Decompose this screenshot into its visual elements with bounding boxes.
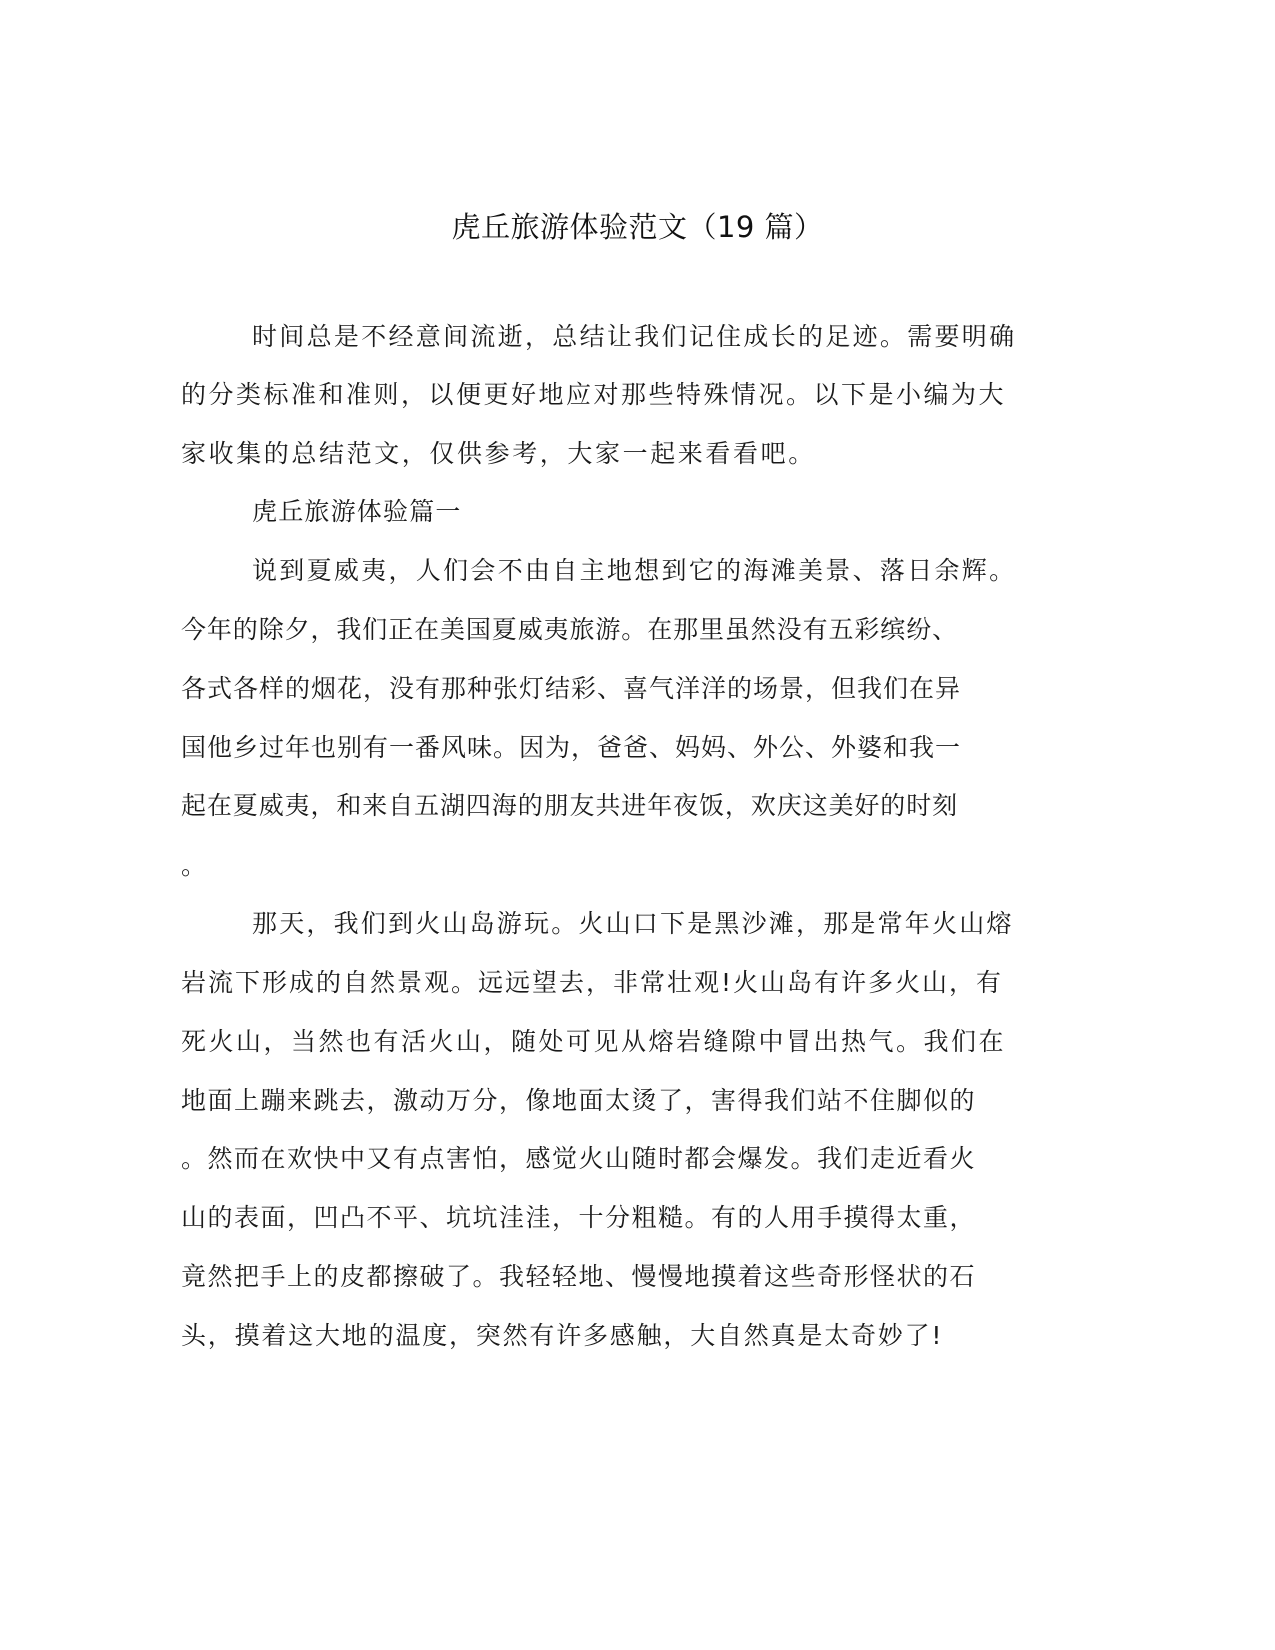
text-line: 各式各样的烟花，没有那种张灯结彩、喜气洋洋的场景，但我们在异 — [181, 674, 962, 703]
text-line: 的分类标准和准则，以便更好地应对那些特殊情况。以下是小编为大 — [181, 380, 1007, 409]
text-line: 那天，我们到火山岛游玩。火山口下是黑沙滩，那是常年火山熔 — [252, 909, 1014, 938]
text-line: 起在夏威夷，和来自五湖四海的朋友共进年夜饭，欢庆这美好的时刻 — [181, 791, 959, 820]
text-line: 。然而在欢快中又有点害怕，感觉火山随时都会爆发。我们走近看火 — [181, 1144, 977, 1173]
document-title: 虎丘旅游体验范文（19 篇） — [451, 210, 824, 244]
text-line: 死火山，当然也有活火山，随处可见从熔岩缝隙中冒出热气。我们在 — [181, 1027, 1007, 1056]
text-line: 家收集的总结范文，仅供参考，大家一起来看看吧。 — [181, 439, 816, 468]
text-line: 岩流下形成的自然景观。远远望去，非常壮观!火山岛有许多火山，有 — [181, 968, 1004, 997]
section-heading: 虎丘旅游体验篇一 — [252, 497, 462, 526]
text-line: 地面上蹦来跳去，激动万分，像地面太烫了，害得我们站不住脚似的 — [181, 1086, 977, 1115]
text-line: 今年的除夕，我们正在美国夏威夷旅游。在那里虽然没有五彩缤纷、 — [181, 615, 959, 644]
text-line: 。 — [181, 851, 207, 880]
text-line: 头，摸着这大地的温度，突然有许多感触，大自然真是太奇妙了! — [181, 1321, 944, 1350]
text-line: 说到夏威夷，人们会不由自主地想到它的海滩美景、落日余辉。 — [252, 556, 1017, 585]
text-line: 山的表面，凹凸不平、坑坑洼洼，十分粗糙。有的人用手摸得太重， — [181, 1203, 977, 1232]
text-line: 竟然把手上的皮都擦破了。我轻轻地、慢慢地摸着这些奇形怪状的石 — [181, 1262, 977, 1291]
text-line: 国他乡过年也别有一番风味。因为，爸爸、妈妈、外公、外婆和我一 — [181, 733, 962, 762]
text-line: 时间总是不经意间流逝，总结让我们记住成长的足迹。需要明确 — [252, 322, 1017, 351]
